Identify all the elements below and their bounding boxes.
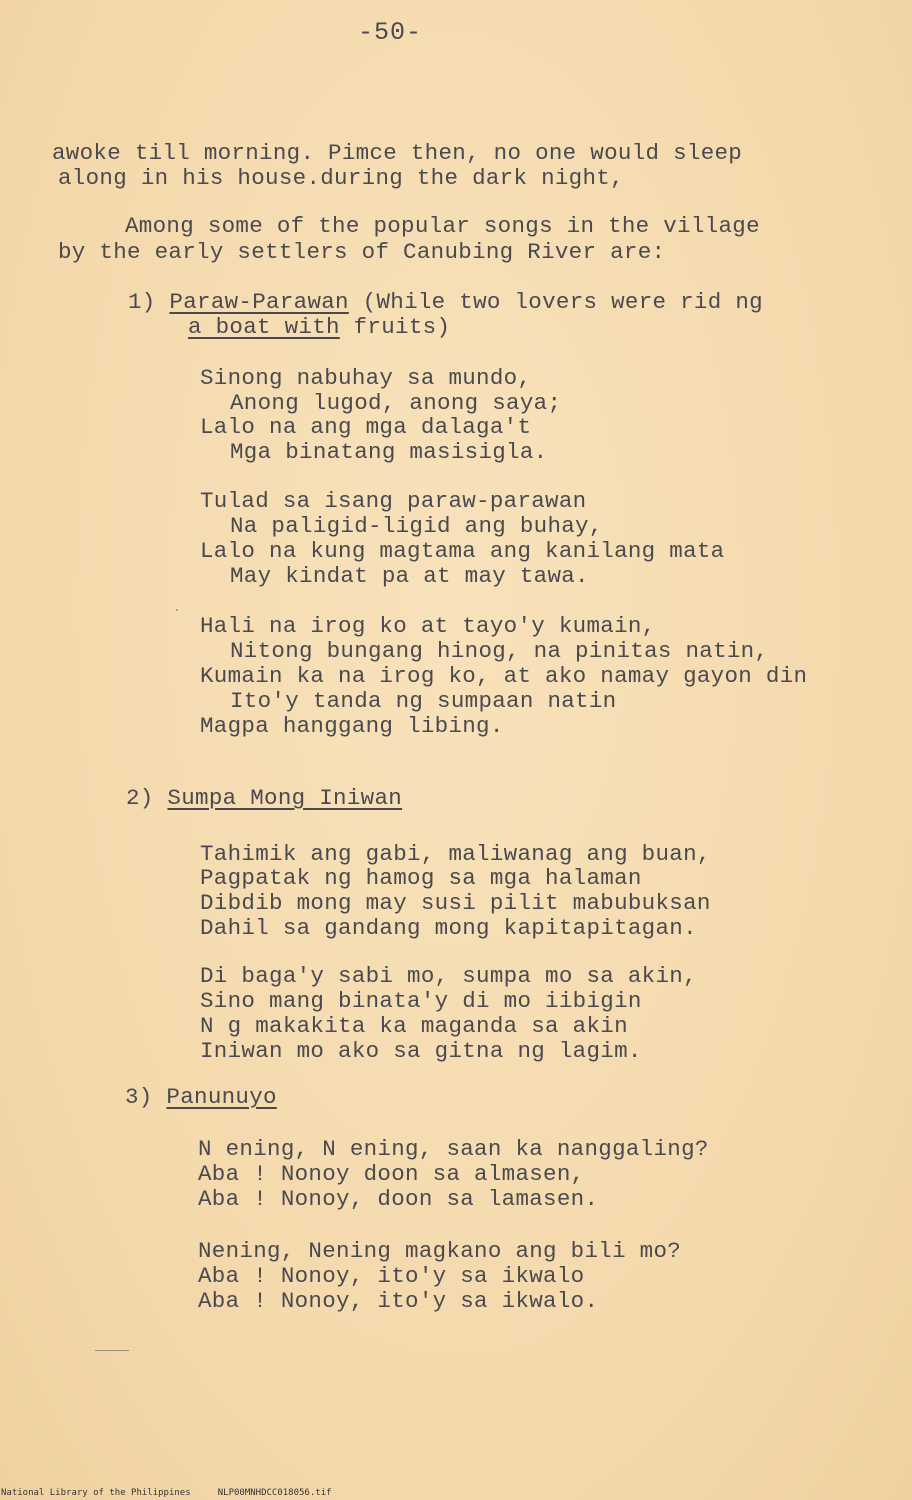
page-number: -50- bbox=[357, 18, 422, 47]
verse-line: N ening, N ening, saan ka nanggaling? bbox=[198, 1136, 709, 1162]
song-number: 3) bbox=[125, 1084, 153, 1110]
verse-line: Tahimik ang gabi, maliwanag ang buan, bbox=[200, 841, 711, 867]
song-title: Sumpa Mong Iniwan bbox=[167, 785, 403, 811]
verse-line: Nitong bungang hinog, na pinitas natin, bbox=[230, 638, 769, 664]
verse-line: Lalo na ang mga dalaga't bbox=[200, 414, 532, 440]
verse-line: Tulad sa isang paraw-parawan bbox=[200, 488, 587, 514]
verse-line: Nening, Nening magkano ang bili mo? bbox=[198, 1238, 682, 1264]
verse-line: Aba ! Nonoy doon sa almasen, bbox=[198, 1161, 585, 1187]
verse-line: Sino mang binata'y di mo iibigin bbox=[200, 988, 642, 1014]
verse-line: Di baga'y sabi mo, sumpa mo sa akin, bbox=[200, 963, 697, 989]
verse-line: Sinong nabuhay sa mundo, bbox=[200, 365, 532, 391]
verse-line: Aba ! Nonoy, ito'y sa ikwalo bbox=[198, 1263, 585, 1289]
verse-line: Mga binatang masisigla. bbox=[230, 439, 548, 465]
verse-line: Hali na irog ko at tayo'y kumain, bbox=[200, 613, 656, 639]
verse-line: Iniwan mo ako sa gitna ng lagim. bbox=[200, 1038, 642, 1064]
song-2-heading bbox=[126, 785, 402, 811]
verse-line: N g makakita ka maganda sa akin bbox=[200, 1013, 628, 1039]
verse-line: Aba ! Nonoy, doon sa lamasen. bbox=[198, 1186, 599, 1212]
stray-mark bbox=[95, 1350, 129, 1351]
paragraph-line: along in his house.during the dark night, bbox=[58, 165, 624, 191]
verse-line: Ito'y tanda ng sumpaan natin bbox=[230, 688, 617, 714]
paragraph-line: by the early settlers of Canubing River are: bbox=[58, 239, 666, 265]
verse-line: Pagpatak ng hamog sa mga halaman bbox=[200, 865, 642, 891]
song-title-note-underlined: a boat with bbox=[188, 314, 340, 340]
verse-line: Na paligid-ligid ang buhay, bbox=[230, 513, 603, 539]
song-1-heading bbox=[128, 289, 763, 315]
song-1-heading-cont bbox=[188, 314, 450, 340]
song-number: 1) bbox=[128, 289, 156, 315]
paragraph-line: Among some of the popular songs in the village bbox=[125, 213, 760, 239]
song-title: Panunuyo bbox=[166, 1084, 277, 1110]
verse-line: Anong lugod, anong saya; bbox=[230, 390, 562, 416]
verse-line: Kumain ka na irog ko, at ako namay gayon din bbox=[200, 663, 808, 689]
verse-line: Lalo na kung magtama ang kanilang mata bbox=[200, 538, 725, 564]
verse-line: May kindat pa at may tawa. bbox=[230, 563, 589, 589]
stray-dot bbox=[176, 609, 178, 611]
song-number: 2) bbox=[126, 785, 154, 811]
song-title-note: fruits) bbox=[339, 314, 451, 340]
verse-line: Aba ! Nonoy, ito'y sa ikwalo. bbox=[198, 1288, 599, 1314]
scan-footer: National Library of the Philippines NLP00MNHDCC018056.tif bbox=[1, 1488, 332, 1498]
verse-line: Dibdib mong may susi pilit mabubuksan bbox=[200, 890, 711, 916]
song-title-note: (While two lovers were rid ng bbox=[348, 289, 763, 315]
song-title: Paraw-Parawan bbox=[169, 289, 349, 315]
verse-line: Magpa hanggang libing. bbox=[200, 713, 504, 739]
song-3-heading bbox=[125, 1084, 277, 1110]
verse-line: Dahil sa gandang mong kapitapitagan. bbox=[200, 915, 697, 941]
paragraph-line: awoke till morning. Pimce then, no one would sleep bbox=[52, 140, 743, 166]
